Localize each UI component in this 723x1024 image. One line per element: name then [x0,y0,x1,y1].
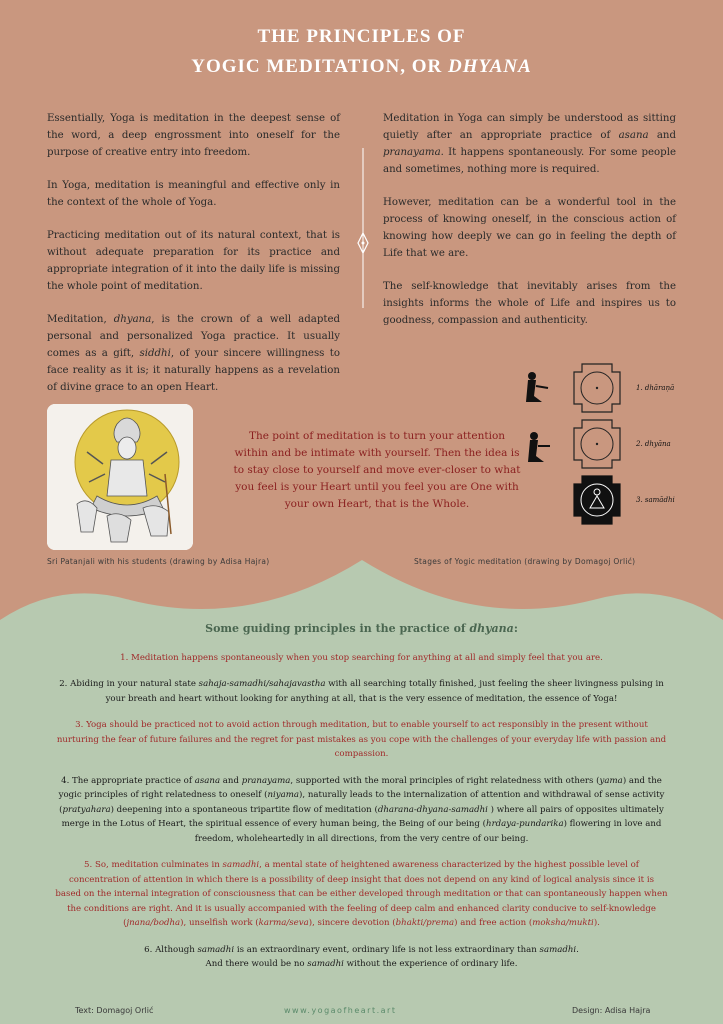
left-paragraph-1: Essentially, Yoga is meditation in the deepest sense of the word, a deep engrossment into oneself for the purpose of creative entry into freedom. [47,113,340,158]
text-run: 4. The appropriate practice of [61,775,195,786]
text-run: ), unselfish work ( [180,918,259,928]
right-paragraph-2: However, meditation can be a wonderful tool in the process of knowing oneself, in the conscious action of knowing how deeply we can go in feeling the depth of Life that we are. [383,197,676,259]
term: jnana/bodha [126,918,181,928]
text-run: Meditation, [47,314,114,325]
term: yama [599,775,623,786]
text-run: , a mental state of heightened awareness characterized by the highest possible level of concentration of attention in which there is a possibility of deep insight that does not depend on any kind of logical analysis since it is based on the internal integration of consciousness that can be either developed through meditation or that can spontaneously happen when the conditions are right. And it is usually accompanied with the feeling of deep calm and enhanced clarity conducive to self-knowledge ( [55,860,668,928]
title-line-2 [0,52,723,82]
principle-6 [55,943,668,972]
title-line-1: THE PRINCIPLES OF [257,26,466,47]
text-run: . [576,944,579,955]
text-run: And there would be no [205,959,308,969]
page-title [0,22,723,82]
stage-1-label: 1. dhāraṇā [636,384,675,392]
right-paragraph-3: The self-knowledge that inevitably arises from the insights informs the whole of Life and inspires us to goodness, compassion and authenticity. [383,281,676,326]
term: samadhi [222,860,260,870]
stage-1-figure [526,372,548,402]
text-run: without the experience of ordinary life. [343,959,518,969]
footer-website-link[interactable]: www.yogaofheart.art [284,1006,397,1015]
right-column [383,110,676,345]
term: hrdaya-pundarika [486,819,564,829]
term: dharana-dhyana-samadhi [377,804,488,815]
term: moksha/mukti [532,918,594,928]
principle-1: 1. Meditation happens spontaneously when you stop searching for anything at all and simply feel that you are. [120,652,603,663]
term-pranayama: pranayama [383,147,441,158]
patanjali-illustration [47,404,193,550]
stage-2-figure [528,432,550,462]
principle-4 [55,774,668,847]
text-run: 6. Although [144,944,198,955]
term-dhyana: dhyana [113,314,152,325]
text-run: , supported with the moral principles of right relatedness with others ( [290,775,600,786]
footer-design-credit: Design: Adisa Hajra [572,1006,651,1015]
stage-1-dot [596,387,598,389]
term: samadhi [539,944,577,955]
text-run: , is the crown of a well adapted personal and personalized Yoga practice. It usually comes as a gift, [47,314,340,359]
stage-2-label: 2. dhyāna [636,440,671,448]
term: karma/seva [258,918,309,928]
term: sahaja-samadhi/sahajavastha [198,679,326,689]
term: pranayama [241,775,291,786]
text-run: ), naturally leads to the internalization of attention and withdrawal of sense activity ( [59,790,665,815]
principle-3: 3. Yoga should be practiced not to avoid action through meditation, but to enable yourself to act responsibly in the present without nurturing the fear of future failures and the regret for past mistakes as you cope with the challenges of your everyday life with passion and compassion. [56,720,667,759]
text-run: ) and the yogic principles of right relatedness to oneself ( [58,775,662,800]
term: bhakti/prema [395,918,455,928]
term: niyama [267,790,300,800]
text-run: ) deepening into a spontaneous tripartite flow of meditation ( [110,804,378,815]
patanjali-caption: Sri Patanjali with his students (drawing by Adisa Hajra) [47,557,270,566]
text-run: and [648,130,676,141]
text-run: 5. So, meditation culminates in [84,860,223,870]
text-run: ) flowering in love and freedom, wholeheartedly in all directions, from the very centre of our being. [194,819,662,844]
text-run: ), sincere devotion ( [308,918,396,928]
column-divider-ornament [356,148,370,308]
text-run: ) where all pairs of opposites ultimately merge in the Lotus of Heart, the spiritual essence of every human being, the Being of our being ( [61,804,664,829]
term: pratyahara [62,804,111,815]
right-paragraph-1 [383,110,676,178]
left-paragraph-4 [47,311,340,396]
principles-heading [55,622,668,637]
text-run: Meditation in Yoga can simply be understood as sitting quietly after an appropriate practice of [383,113,676,141]
text-run: is an extraordinary event, ordinary life is not less extraordinary than [234,944,540,955]
stages-diagram [520,352,690,542]
term-asana: asana [618,130,649,141]
text-run: 2. Abiding in your natural state [59,679,199,689]
principle-5 [55,858,668,931]
principles-section [55,622,668,984]
patanjali-drawing [47,404,193,550]
title-line-2-text: YOGIC MEDITATION, OR [191,56,448,77]
meditation-quote: The point of meditation is to turn your attention within and be intimate with yourself. Then the idea is to stay close to yourself and move ever-closer to what you feel is your Heart until you feel you are One with your own Heart, that is the Whole. [233,430,521,510]
stages-caption: Stages of Yogic meditation (drawing by Domagoj Orlić) [414,557,636,566]
text-run: : [513,622,518,635]
term-siddhi: siddhi [139,348,171,359]
left-column [47,110,340,412]
text-run: Some guiding principles in the practice of [205,622,470,635]
text-run: ) and free action ( [454,918,533,928]
stage-2-dot [596,443,598,445]
text-run: ). [593,918,600,928]
term-dhyana: dhyana [469,622,514,635]
text-run: , of your sincere willingness to face reality as it is; it naturally happens as a revelation of divine grace to an open Heart. [47,348,340,393]
text-run: . It happens spontaneously. For some people and sometimes, nothing more is required. [383,147,676,175]
title-line-2-italic: DHYANA [448,56,532,77]
text-run: and [220,775,242,786]
text-run: with all searching totally finished, just feeling the sheer livingness pulsing in your breath and heart without looking for anything at all, that is the very essence of meditation, the essence of Yoga! [105,679,664,704]
term: samadhi [197,944,235,955]
principle-2 [55,677,668,706]
term: samadhi [307,959,344,969]
left-paragraph-3: Practicing meditation out of its natural context, that is without adequate preparation for its practice and appropriate integration of it into the daily life is missing the whole point of meditation. [47,230,340,292]
footer-text-credit: Text: Domagoj Orlić [75,1006,154,1015]
left-paragraph-2: In Yoga, meditation is meaningful and effective only in the context of the whole of Yoga. [47,180,340,208]
stage-3-label: 3. samādhi [636,496,675,504]
term: asana [194,775,221,786]
